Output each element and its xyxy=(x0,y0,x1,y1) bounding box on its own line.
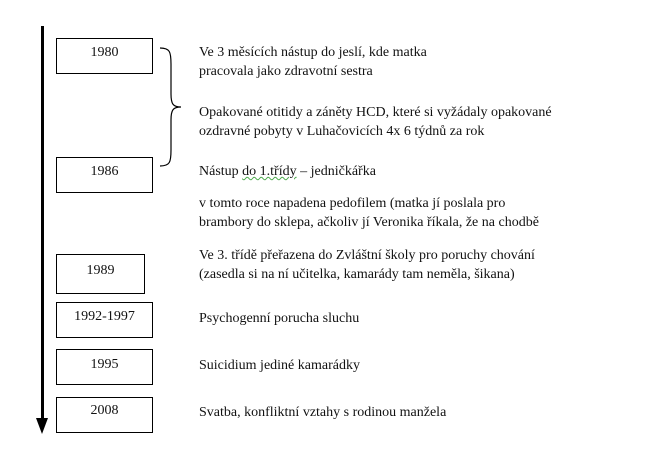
year-label: 1992-1997 xyxy=(74,309,135,324)
year-box-1989 xyxy=(56,254,145,294)
year-label: 1980 xyxy=(90,45,119,60)
year-box-1980 xyxy=(56,38,153,74)
entry-line: v tomto roce napadena pedofilem (matka jí poslala pro xyxy=(199,196,506,211)
entry-1986 xyxy=(199,162,376,181)
entry-1980 xyxy=(199,43,427,81)
entry-line: Ve 3 měsících nástup do jeslí, kde matka xyxy=(199,45,427,60)
entry-line: ozdravné pobyty v Luhačovicích 4x 6 týdnů za rok xyxy=(199,124,485,139)
entry-line: pracovala jako zdravotní sestra xyxy=(199,64,373,79)
year-label: 2008 xyxy=(90,403,119,418)
year-box-2008 xyxy=(56,397,153,433)
entry-text: – jedničkářka xyxy=(296,164,376,179)
entry-1989 xyxy=(199,246,535,284)
entry-otitidy xyxy=(199,103,552,141)
entry-line: brambory do sklepa, ačkoliv jí Veronika říkala, že na chodbě xyxy=(199,215,539,230)
year-box-1986 xyxy=(56,157,153,193)
entry-1992-1997 xyxy=(199,309,359,328)
entry-line: Opakované otitidy a záněty HCD, které si vyžádaly opakované xyxy=(199,105,552,120)
entry-text: Suicidium jediné kamarádky xyxy=(199,358,360,373)
year-box-1995 xyxy=(56,349,153,385)
timeline-arrowhead xyxy=(36,418,48,434)
entry-2008 xyxy=(199,403,446,422)
entry-line: Ve 3. třídě přeřazena do Zvláštní školy pro poruchy chování xyxy=(199,248,535,263)
year-label: 1989 xyxy=(86,263,115,278)
entry-text-underlined: do 1.třídy xyxy=(242,164,297,179)
curly-brace xyxy=(156,46,186,168)
entry-text: Psychogenní porucha sluchu xyxy=(199,311,360,326)
entry-line: (zasedla si na ní učitelka, kamarády tam neměla, šikana) xyxy=(199,267,515,282)
entry-1995 xyxy=(199,356,360,375)
entry-text: Nástup xyxy=(199,164,243,179)
year-label: 1986 xyxy=(90,164,119,179)
timeline-axis xyxy=(41,26,44,420)
year-box-1992-1997 xyxy=(56,302,153,338)
entry-text: Svatba, konfliktní vztahy s rodinou manžela xyxy=(199,405,447,420)
entry-pedofil xyxy=(199,194,539,232)
year-label: 1995 xyxy=(90,357,119,372)
